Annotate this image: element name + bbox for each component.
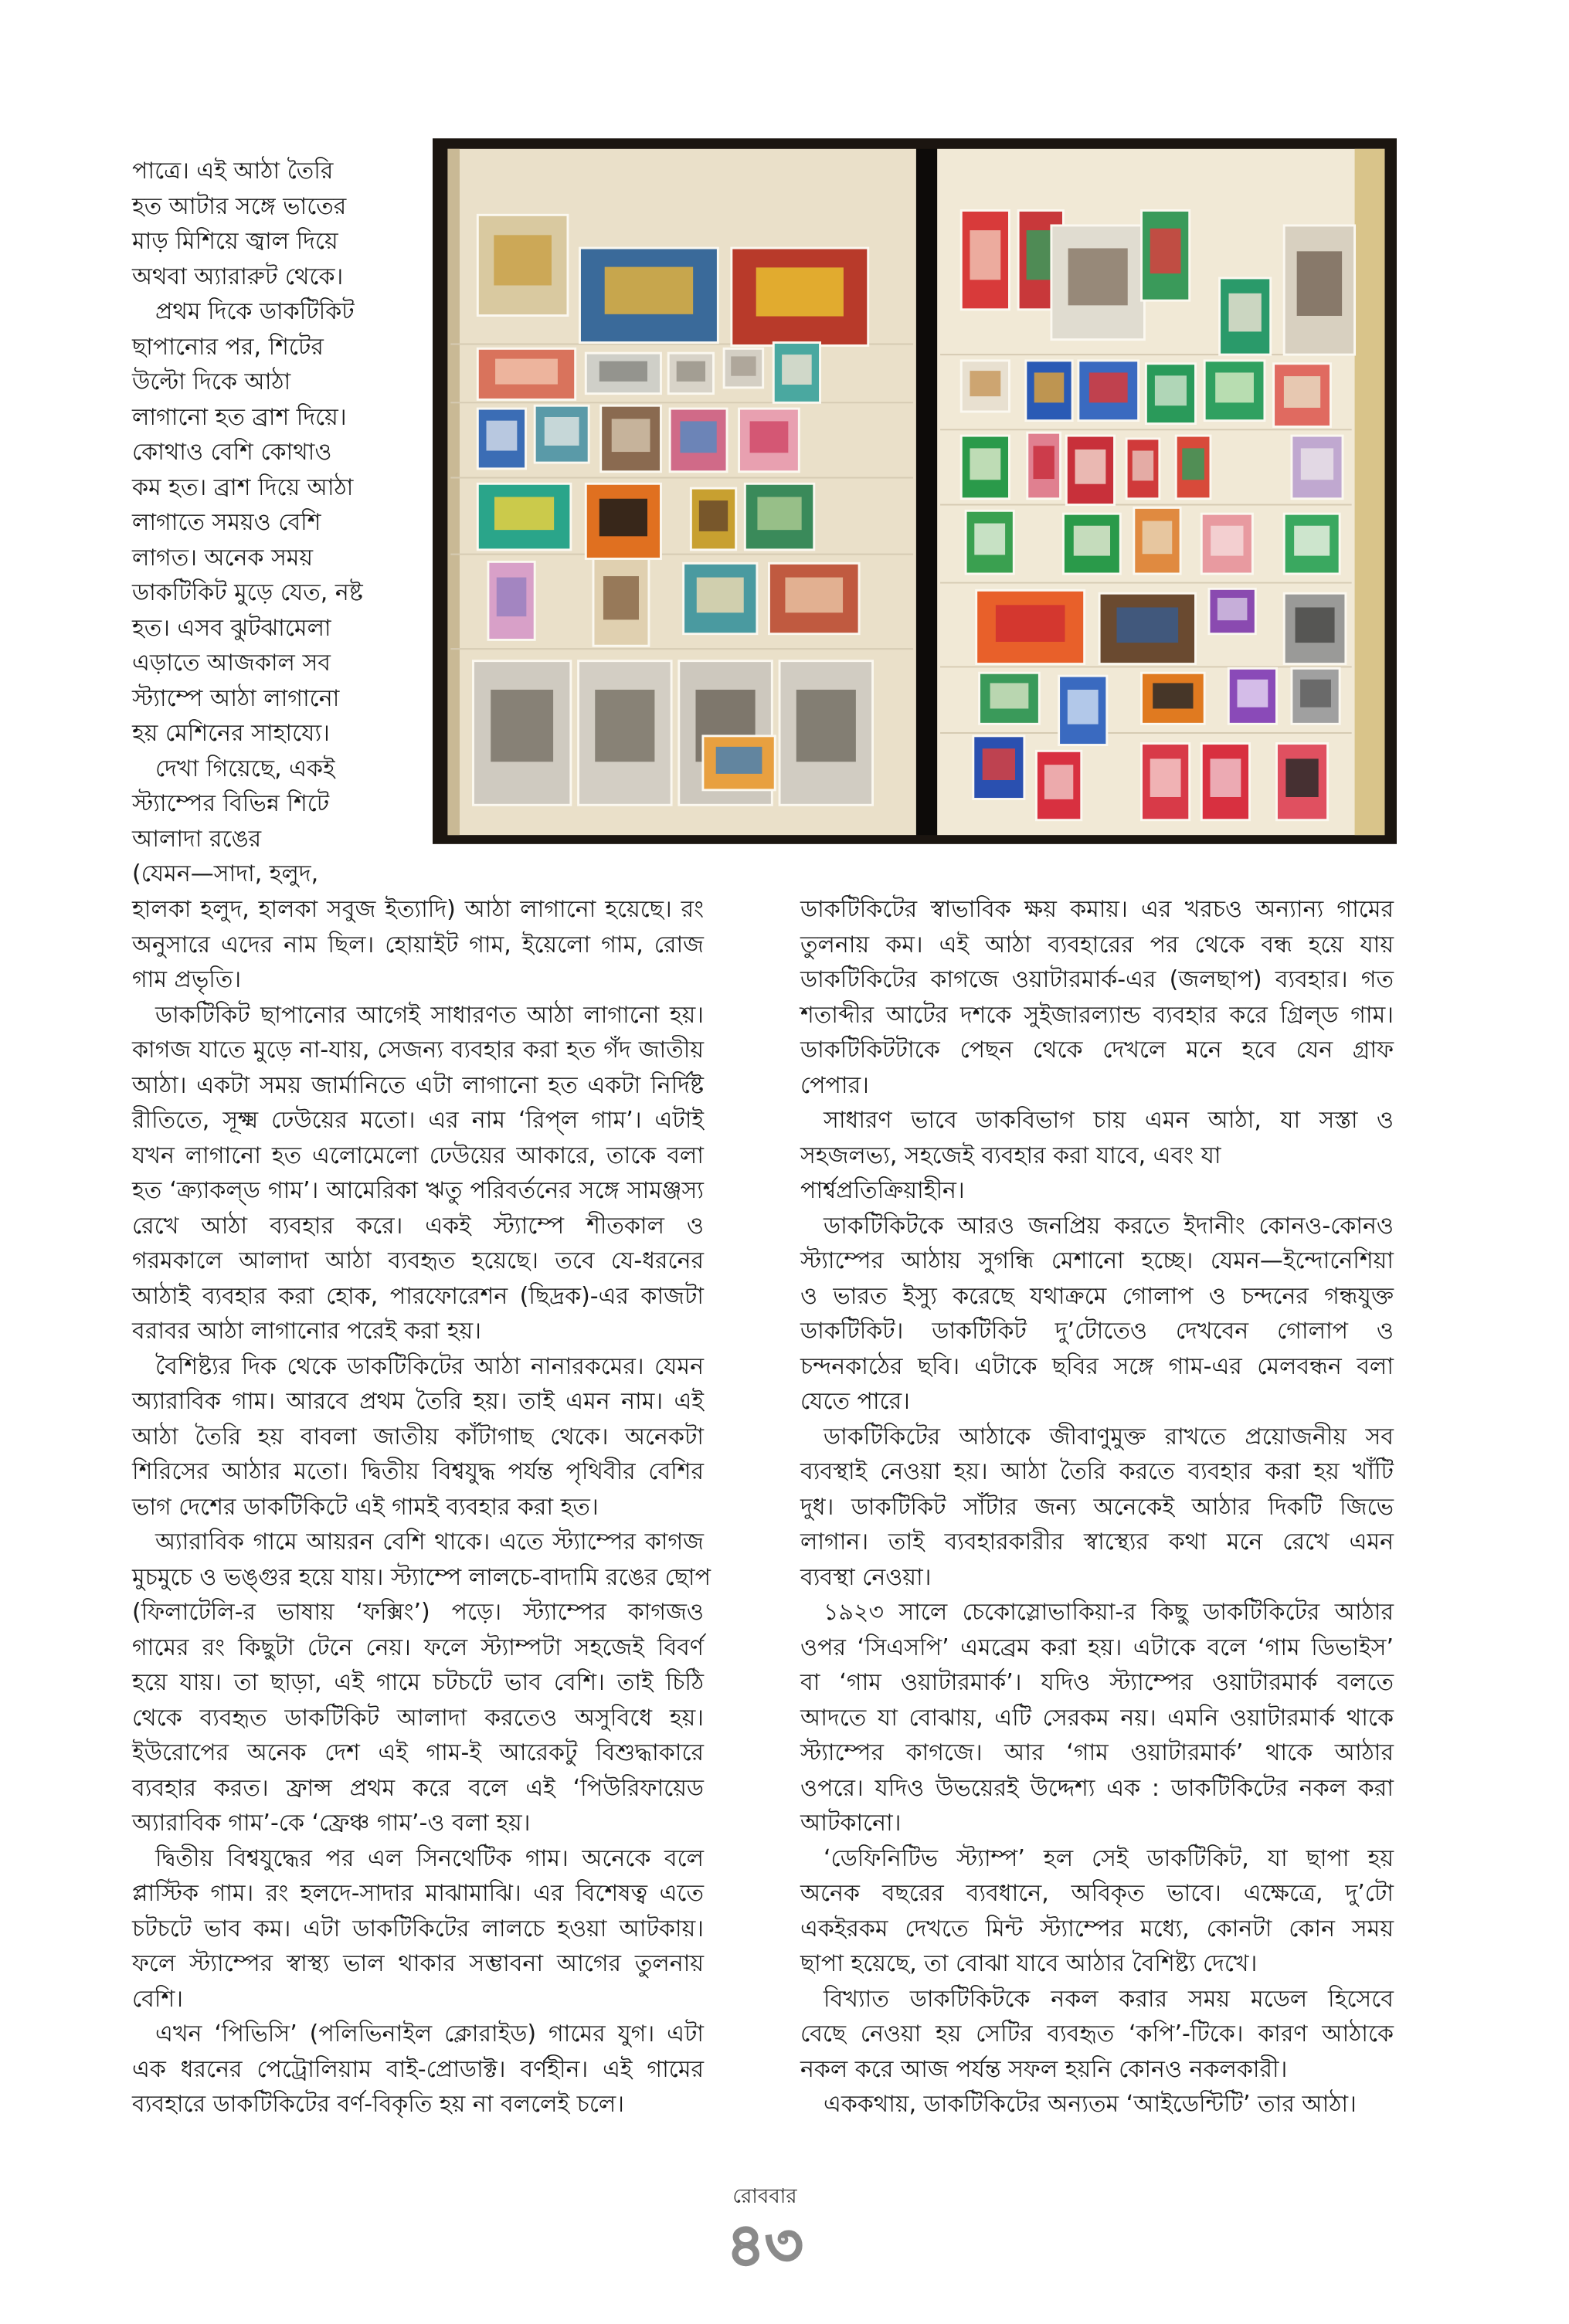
stamp	[976, 590, 1085, 663]
stamp	[668, 353, 713, 393]
stamp	[1201, 744, 1249, 820]
stamp	[670, 409, 727, 472]
text-line: যখন লাগানো হত এলোমেলো ঢেউয়ের আকারে, তাকে বলা	[132, 1142, 704, 1169]
text-line: অ্যারাবিক গাম’-কে ‘ফ্রেঞ্চ গাম’-ও বলা হয়।	[132, 1810, 531, 1837]
stamp	[745, 483, 813, 550]
text-line: ওপরে। যদিও উভয়েরই উদ্দেশ্য এক : ডাকটিকিটের নকল করা	[800, 1774, 1394, 1802]
stamp	[1059, 676, 1107, 745]
stamp	[779, 661, 873, 806]
stamp	[961, 210, 1009, 309]
stamp	[1099, 593, 1195, 663]
text-line: হত ‘ক্র্যাকল্‌ড গাম’। আমেরিকা ঋতু পরিবর্তনের সঙ্গে সামঞ্জস্য	[132, 1177, 704, 1204]
stamp	[966, 511, 1014, 574]
stamp	[684, 563, 757, 633]
text-line: অথবা অ্যারারুট থেকে।	[132, 263, 344, 290]
article-right-column	[800, 892, 1394, 2122]
text-line: ডাকটিকিটের আঠাকে জীবাণুমুক্ত রাখতে প্রয়োজনীয় সব	[824, 1423, 1394, 1450]
text-line: ওপর ‘সিএসপি’ এমব্রেম করা হয়। এটাকে বলে ‘গাম ডিভাইস’	[800, 1634, 1394, 1661]
stamp	[1026, 361, 1072, 421]
text-line: ব্যবহার করত। ফ্রান্স প্রথম করে বলে এই ‘পিউরিফায়েড	[132, 1774, 704, 1802]
text-line: দুধ। ডাকটিকিট সাঁটার জন্য অনেকেই আঠার দিকটি জিভে	[800, 1493, 1394, 1521]
stamp	[477, 348, 575, 399]
stamp	[1274, 364, 1331, 427]
album-spine	[916, 149, 937, 835]
text-line: (ফিলাটেলি-র ভাষায় ‘ফক্সিং’) পড়ে। স্ট্যাম্পের কাগজও	[132, 1599, 704, 1626]
magazine-name: রোববার	[732, 2185, 797, 2208]
text-line: পার্শ্বপ্রতিক্রিয়াহীন।	[800, 1177, 965, 1204]
text-line: কোথাও বেশি কোথাও	[132, 439, 332, 466]
text-line: গাম প্রভৃতি।	[132, 966, 242, 993]
stamp	[535, 405, 589, 463]
text-line: রেখে আঠা ব্যবহার করে। একই স্ট্যাম্পে শীতকাল ও	[132, 1212, 704, 1240]
stamp	[1284, 593, 1346, 663]
text-line: স্ট্যাম্পের বিভিন্ন শিটে	[132, 790, 330, 817]
stamp	[1292, 668, 1340, 724]
text-line: চটচটে ভাব কম। এটা ডাকটিকিটের লালচে হওয়া আটকায়।	[132, 1915, 704, 1942]
album-left-page-edge	[447, 149, 460, 835]
text-line: শতাব্দীর আটের দশকে সুইজারল্যান্ড ব্যবহার করে গ্রিল্‌ড গাম।	[800, 1001, 1394, 1029]
text-line: বেছে নেওয়া হয় সেটির ব্যবহৃত ‘কপি’-টিকে। কারণ আঠাকে	[800, 2020, 1394, 2047]
text-line: অনেক বছরের ব্যবধানে, অবিকৃত ভাবে। এক্ষেত্রে, দু’টো	[800, 1880, 1394, 1907]
stamp	[1142, 210, 1190, 300]
stamp	[1142, 744, 1190, 820]
stamp	[488, 561, 535, 640]
text-line: ডাকটিকিট ছাপানোর আগেই সাধারণত আঠা লাগানো হয়।	[155, 1001, 704, 1029]
text-line: সহজলভ্য, সহজেই ব্যবহার করা যাবে, এবং যা	[800, 1142, 1221, 1169]
stamp	[601, 405, 661, 472]
text-line: থেকে ব্যবহৃত ডাকটিকিট আলাদা করতেও অসুবিধে হয়।	[132, 1704, 704, 1732]
stamp	[1284, 226, 1354, 355]
text-line: গামের রং কিছুটা টেনে নেয়। ফলে স্ট্যাম্পটা সহজেই বিবর্ণ	[132, 1634, 704, 1661]
text-line: সাধারণ ভাবে ডাকবিভাগ চায় এমন আঠা, যা সস্তা ও	[824, 1107, 1394, 1134]
stamp	[1134, 507, 1180, 574]
page-number: ৪৩	[726, 2210, 803, 2279]
article-left-column	[132, 892, 711, 2122]
text-line: ব্যবস্থাই নেওয়া হয়। আঠা তৈরি করতে ব্যবহার করা হয় খাঁটি	[800, 1458, 1394, 1485]
text-line: ব্যবস্থা নেওয়া।	[800, 1563, 932, 1591]
stamp	[1292, 436, 1343, 499]
text-line: লাগানো হত ব্রাশ দিয়ে।	[132, 403, 347, 431]
text-line: আঠা তৈরি হয় বাবলা জাতীয় কাঁটাগাছ থেকে। অনেকটা	[132, 1423, 704, 1450]
stamp	[691, 488, 735, 550]
text-line: ব্যবহারে ডাকটিকিটের বর্ণ-বিকৃতি হয় না বললেই চলে।	[132, 2091, 624, 2118]
stamp	[1063, 514, 1120, 574]
text-line: এখন ‘পিভিসি’ (পলিভিনাইল ক্লোরাইড) গামের যুগ। এটা	[155, 2020, 704, 2047]
stamp	[961, 361, 1009, 412]
text-line: এড়াতে আজকাল সব	[132, 650, 331, 677]
text-line: স্ট্যাম্পে আঠা লাগানো	[132, 684, 340, 712]
stamp	[732, 248, 868, 345]
text-line: লাগান। তাই ব্যবহারকারীর স্বাস্থ্যের কথা মনে রেখে এমন	[800, 1528, 1394, 1556]
text-line: ডাকটিকিটটাকে পেছন থেকে দেখলে মনে হবে যেন গ্রাফ	[800, 1036, 1394, 1064]
text-line: আটকানো।	[800, 1810, 902, 1837]
text-line: কম হত। ব্রাশ দিয়ে আঠা	[132, 473, 354, 501]
text-line: হালকা হলুদ, হালকা সবুজ ইত্যাদি) আঠা লাগানো হয়েছে। রং	[132, 896, 704, 923]
text-line: ডাকটিকিটের স্বাভাবিক ক্ষয় কমায়। এর খরচও অন্যান্য গামের	[800, 896, 1394, 923]
stamp	[586, 483, 661, 558]
stamp	[1276, 744, 1327, 820]
stamp	[739, 409, 800, 472]
stamp	[1228, 668, 1276, 724]
text-line: গরমকালে আলাদা আঠা ব্যবহৃত হয়েছে। তবে যে-ধরনের	[132, 1247, 704, 1274]
stamp	[1036, 751, 1081, 819]
stamp	[980, 673, 1040, 724]
text-line: ও ভারত ইস্যু করেছে যথাক্রমে গোলাপ ও চন্দনের গন্ধযুক্ত	[800, 1282, 1394, 1310]
text-line: অনুসারে এদের নাম ছিল। হোয়াইট গাম, ইয়েলো গাম, রোজ	[132, 931, 704, 958]
stamp	[1284, 514, 1340, 574]
text-line: বেশি।	[132, 1985, 183, 2013]
stamp	[961, 436, 1009, 499]
stamp	[1204, 361, 1265, 421]
stamp	[1176, 436, 1211, 499]
text-line: পাত্রে। এই আঠা তৈরি	[132, 158, 334, 185]
text-line: হয়ে যায়। তা ছাড়া, এই গামে চটচটে ভাব বেশি। তাই চিঠি	[132, 1669, 704, 1696]
text-line: ১৯২৩ সালে চেকোস্লোভাকিয়া-র কিছু ডাকটিকিটের আঠার	[824, 1599, 1394, 1626]
stamp	[724, 348, 763, 388]
stamp	[473, 661, 570, 806]
text-line: ডাকটিকিটের কাগজে ওয়াটারমার্ক-এর (জলছাপ) ব্যবহার। গত	[800, 966, 1394, 993]
text-line: ছাপানোর পর, শিটের	[132, 333, 324, 361]
text-line: আঠা। একটা সময় জার্মানিতে এটা লাগানো হত একটা নির্দিষ্ট	[132, 1071, 704, 1099]
text-line: রীতিতে, সূক্ষ্ম ঢেউয়ের মতো। এর নাম ‘রিপ্‌ল গাম’। এটাই	[132, 1107, 704, 1134]
stamp	[580, 248, 718, 342]
stamp	[1066, 436, 1114, 504]
text-line: দেখা গিয়েছে, একই	[155, 755, 335, 782]
stamp	[1078, 361, 1139, 421]
text-line: আদতে যা বোঝায়, এটি সেরকম নয়। এমনি ওয়াটারমার্ক থাকে	[800, 1704, 1394, 1732]
text-line: ডাকটিকিট। ডাকটিকিট দু’টোতেও দেখবেন গোলাপ ও	[800, 1318, 1394, 1345]
text-line: নকল করে আজ পর্যন্ত সফল হয়নি কোনও নকলকারী।	[800, 2055, 1288, 2083]
text-line: বা ‘গাম ওয়াটারমার্ক’। যদিও স্ট্যাম্পের ওয়াটারমার্ক বলতে	[800, 1669, 1394, 1696]
stamp	[773, 343, 820, 403]
stamp	[477, 409, 525, 469]
text-line: ডাকটিকিট মুড়ে যেত, নষ্ট	[132, 579, 363, 606]
text-line: মুচমুচে ও ভঙ্গুর হয়ে যায়। স্ট্যাম্পে লালচে-বাদামি রঙের ছোপ	[132, 1563, 711, 1591]
text-line: ছাপা হয়েছে, তা বোঝা যাবে আঠার বৈশিষ্ট্য দেখে।	[800, 1950, 1258, 1977]
text-line: হত আটার সঙ্গে ভাতের	[132, 192, 347, 220]
stamp	[1051, 226, 1145, 340]
text-line: লাগাতে সময়ও বেশি	[132, 509, 321, 536]
text-line: উল্টো দিকে আঠা	[132, 368, 291, 395]
stamp	[1126, 439, 1160, 499]
stamp	[1209, 589, 1255, 633]
text-line: আঠাই ব্যবহার করা হোক, পারফোরেশন (ছিদ্রক)-এর কাজটা	[132, 1282, 704, 1310]
stamp	[477, 483, 571, 550]
stamp	[477, 215, 568, 315]
stamp	[703, 736, 775, 790]
text-line: কাগজ যাতে মুড়ে না-যায়, সেজন্য ব্যবহার করা হত গঁদ জাতীয়	[132, 1036, 704, 1064]
text-line: এক ধরনের পেট্রোলিয়াম বাই-প্রোডাক্ট। বর্ণহীন। এই গামের	[132, 2055, 704, 2083]
stamp	[586, 353, 661, 393]
stamp	[973, 736, 1024, 799]
text-line: দ্বিতীয় বিশ্বযুদ্ধের পর এল সিনথেটিক গাম। অনেকে বলে	[155, 1844, 704, 1872]
text-line: প্রথম দিকে ডাকটিকিট	[155, 298, 355, 325]
text-line: লাগত। অনেক সময়	[132, 544, 314, 572]
text-line: ভাগ দেশের ডাকটিকিটে এই গামই ব্যবহার করা হত।	[132, 1493, 599, 1521]
text-line: যেতে পারে।	[800, 1388, 910, 1415]
text-line: ডাকটিকিটকে আরও জনপ্রিয় করতে ইদানীং কোনও-কোনও	[824, 1212, 1394, 1240]
text-line: এককথায়, ডাকটিকিটের অন্যতম ‘আইডেন্টিটি’ তার আঠা।	[824, 2091, 1357, 2118]
stamp	[769, 563, 859, 633]
article-intro-column	[132, 154, 422, 892]
stamp	[1142, 673, 1205, 724]
text-line: তুলনায় কম। এই আঠা ব্যবহারের পর থেকে বন্ধ হয়ে যায়	[800, 931, 1394, 958]
text-line: ‘ডেফিনিটিভ স্ট্যাম্প’ হল সেই ডাকটিকিট, যা ছাপা হয়	[824, 1844, 1394, 1872]
text-line: শিরিসের আঠার মতো। দ্বিতীয় বিশ্বযুদ্ধ পর্যন্ত পৃথিবীর বেশির	[132, 1458, 704, 1485]
text-line: আলাদা রঙের	[132, 825, 262, 853]
album-right-page-edge	[1355, 149, 1385, 835]
text-line: প্লাস্টিক গাম। রং হলদে-সাদার মাঝামাঝি। এর বিশেষত্ব এতে	[132, 1880, 704, 1907]
stamp	[593, 558, 649, 646]
text-line: একইরকম দেখতে মিন্ট স্ট্যাম্পের মধ্যে, কোনটা কোন সময়	[800, 1915, 1394, 1942]
text-line: অ্যারাবিক গাম। আরবে প্রথম তৈরি হয়। তাই এমন নাম। এই	[132, 1388, 704, 1415]
text-line: স্ট্যাম্পের আঠায় সুগন্ধি মেশানো হচ্ছে। যেমন—ইন্দোনেশিয়া	[800, 1247, 1394, 1274]
text-line: বিখ্যাত ডাকটিকিটকে নকল করার সময় মডেল হিসেবে	[824, 1985, 1394, 2013]
text-line: হত। এসব ঝুটঝামেলা	[132, 614, 331, 642]
stamp	[579, 661, 672, 806]
text-line: পেপার।	[800, 1071, 869, 1099]
stamp	[1220, 278, 1271, 355]
stamp	[1027, 433, 1061, 499]
text-line: ফলে স্ট্যাম্পের স্বাস্থ্য ভাল থাকার সম্ভাবনা আগের তুলনায়	[132, 1950, 704, 1977]
text-line: স্ট্যাম্পের কাগজে। আর ‘গাম ওয়াটারমার্ক’ থাকে আঠার	[800, 1739, 1394, 1766]
stamp	[1146, 364, 1195, 424]
stamp	[1201, 514, 1252, 574]
text-line: বরাবর আঠা লাগানোর পরেই করা হয়।	[132, 1318, 481, 1345]
text-line: চন্দনকাঠের ছবি। এটাকে ছবির সঙ্গে গাম-এর মেলবন্ধন বলা	[800, 1352, 1394, 1380]
text-line: অ্যারাবিক গামে আয়রন বেশি থাকে। এতে স্ট্যাম্পের কাগজ	[155, 1528, 704, 1556]
text-line: (যেমন—সাদা, হলুদ,	[132, 860, 319, 887]
text-line: বৈশিষ্ট্যর দিক থেকে ডাকটিকিটের আঠা নানারকমের। যেমন	[155, 1352, 704, 1380]
text-line: ইউরোপের অনেক দেশ এই গাম-ই আরেকটু বিশুদ্ধাকারে	[132, 1739, 704, 1766]
text-line: মাড় মিশিয়ে জ্বাল দিয়ে	[132, 228, 338, 255]
text-line: হয় মেশিনের সাহায্যে।	[132, 720, 330, 747]
page-footer	[688, 2183, 842, 2280]
stamp-album-photo	[433, 138, 1397, 844]
